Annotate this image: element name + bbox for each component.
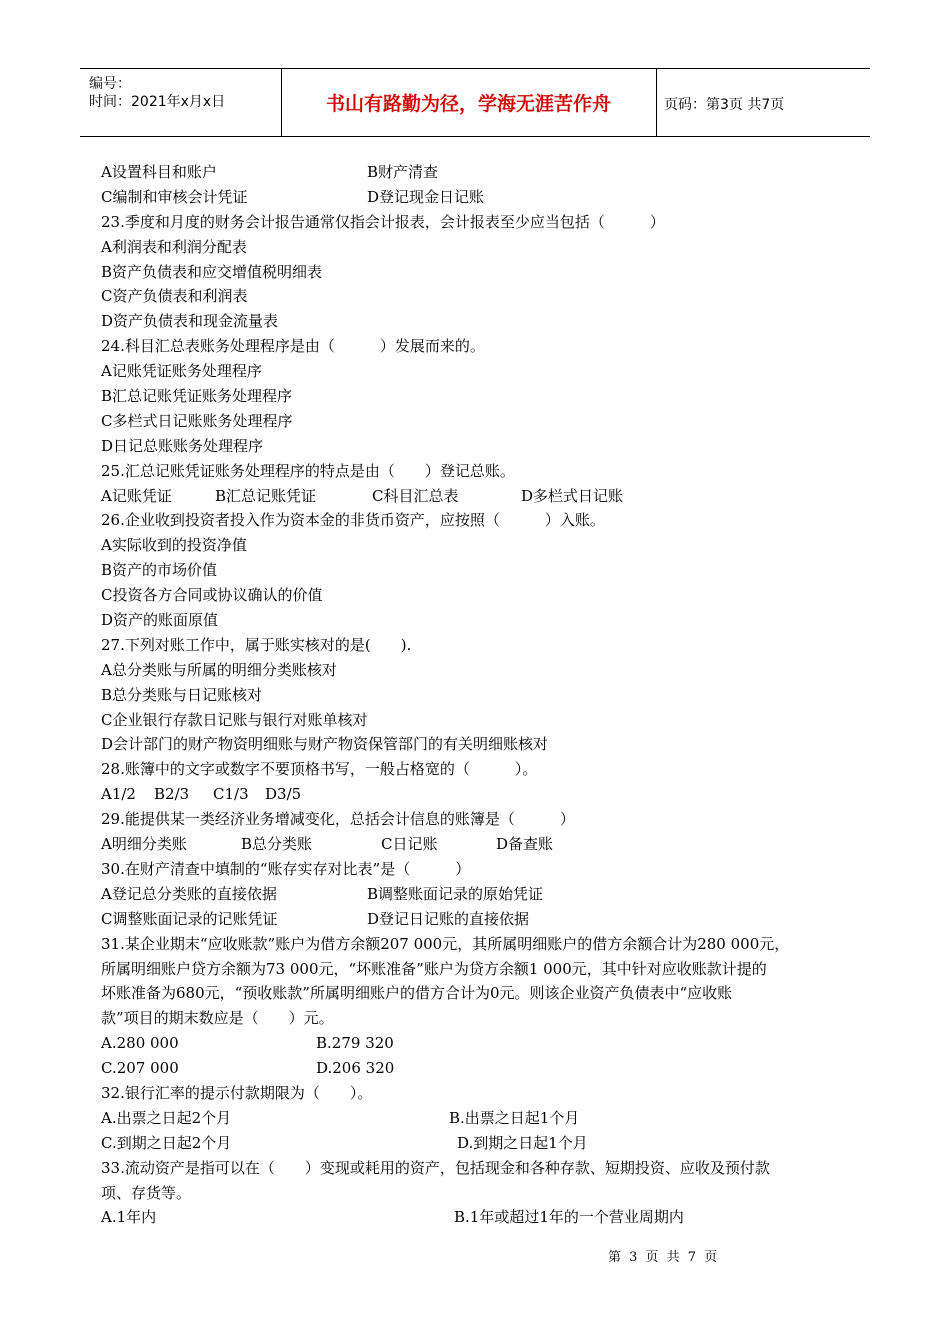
text-line: B汇总记账凭证账务处理程序 xyxy=(101,387,293,406)
option-item: A1/2 xyxy=(101,785,136,804)
option-item: D3/5 xyxy=(265,785,302,804)
option-item: D登记日记账的直接依据 xyxy=(367,909,530,928)
text-line: 款”项目的期末数应是（ ）元。 xyxy=(101,1009,334,1028)
text-line: C投资各方合同或协议确认的价值 xyxy=(101,586,323,605)
text-line: C多栏式日记账账务处理程序 xyxy=(101,411,293,430)
option-item: A设置科目和账户 xyxy=(101,163,217,181)
option-item: A.1年内 xyxy=(101,1208,157,1227)
options-line xyxy=(101,832,871,857)
option-item: A明细分类账 xyxy=(101,835,187,854)
date-label: 时间：2021年x月x日 xyxy=(89,94,226,110)
text-line: 33.流动资产是指可以在（ ）变现或耗用的资产，包括现金和各种存款、短期投资、应收及预付款 xyxy=(101,1158,770,1177)
text-line: C企业银行存款日记账与银行对账单核对 xyxy=(101,710,368,729)
text-line: D会计部门的财产物资明细账与财产物资保管部门的有关明细账核对 xyxy=(101,735,549,754)
option-item: B.1年或超过1年的一个营业周期内 xyxy=(454,1208,684,1227)
option-item: A.出票之日起2个月 xyxy=(101,1108,232,1127)
text-line: B资产负债表和应交增值税明细表 xyxy=(101,262,323,281)
text-line: 项、存货等。 xyxy=(101,1183,192,1202)
header-page-info: 页码：第3页 共7页 xyxy=(664,97,785,113)
options-line xyxy=(101,907,871,932)
option-item: D备查账 xyxy=(496,835,554,854)
header-motto: 书山有路勤为径，学海无涯苦作舟 xyxy=(281,69,657,136)
option-item: B调整账面记录的原始凭证 xyxy=(367,884,544,903)
text-line: 32.银行汇率的提示付款期限为（ ）。 xyxy=(101,1083,373,1102)
options-line xyxy=(101,484,871,509)
text-line: 31.某企业期末“应收账款”账户为借方余额207 000元，其所属明细账户的借方余额合计为280 000元， xyxy=(101,934,790,953)
text-line: 30.在财产清查中填制的“账存实存对比表”是（ ） xyxy=(101,859,471,878)
option-item: C.207 000 xyxy=(101,1059,179,1078)
text-line: A总分类账与所属的明细分类账核对 xyxy=(101,660,337,679)
options-line xyxy=(101,882,871,907)
text-line: 23.季度和月度的财务会计报告通常仅指会计报表，会计报表至少应当包括（ ） xyxy=(101,212,665,231)
option-item: B总分类账 xyxy=(241,835,313,854)
option-item: B2/3 xyxy=(154,785,190,804)
option-item: C调整账面记录的记账凭证 xyxy=(101,909,278,928)
text-line: 27.下列对账工作中，属于账实核对的是( ). xyxy=(101,635,412,654)
text-line: 坏账准备为680元，“预收账款”所属明细账户的借方合计为0元。则该企业资产负债表中“应收账 xyxy=(101,984,733,1003)
page-header xyxy=(80,68,870,137)
option-item: C科目汇总表 xyxy=(372,486,459,505)
option-item: D.206 320 xyxy=(316,1059,395,1078)
text-line: D日记总账账务处理程序 xyxy=(101,436,264,455)
option-item: C.到期之日起2个月 xyxy=(101,1133,232,1152)
text-line: C资产负债表和利润表 xyxy=(101,287,248,306)
text-line: A记账凭证账务处理程序 xyxy=(101,362,262,381)
text-line: 25.汇总记账凭证账务处理程序的特点是由（ ）登记总账。 xyxy=(101,461,515,480)
text-line: 26.企业收到投资者投入作为资本金的非货币资产，应按照（ ）入账。 xyxy=(101,511,605,530)
options-line xyxy=(101,185,871,210)
text-line: 29.能提供某一类经济业务增减变化，总括会计信息的账簿是（ ） xyxy=(101,810,575,829)
text-line: A利润表和利润分配表 xyxy=(101,237,247,256)
options-line xyxy=(101,1031,871,1056)
serial-number-label: 编号： xyxy=(89,76,131,92)
option-item: B.279 320 xyxy=(316,1034,394,1053)
options-line xyxy=(101,1056,871,1081)
options-line xyxy=(101,160,871,185)
text-line: 28.账簿中的文字或数字不要顶格书写，一般占格宽的（ ）。 xyxy=(101,760,538,779)
option-item: B汇总记账凭证 xyxy=(215,486,317,505)
text-line: 24.科目汇总表账务处理程序是由（ ）发展而来的。 xyxy=(101,337,485,356)
option-item: B财产清查 xyxy=(367,163,439,181)
options-line xyxy=(101,1106,871,1131)
option-item: C编制和审核会计凭证 xyxy=(101,187,248,206)
option-item: D.到期之日起1个月 xyxy=(457,1133,588,1152)
text-line: D资产的账面原值 xyxy=(101,611,219,630)
page-footer: 第 3 页 共 7 页 xyxy=(608,1250,720,1265)
options-line xyxy=(101,1205,871,1230)
text-line: A实际收到的投资净值 xyxy=(101,536,247,555)
document-body xyxy=(101,160,871,1230)
option-item: A登记总分类账的直接依据 xyxy=(101,884,277,903)
header-meta xyxy=(80,69,282,136)
options-line xyxy=(101,1131,871,1156)
option-item: A.280 000 xyxy=(101,1034,179,1053)
text-line: B资产的市场价值 xyxy=(101,561,218,580)
option-item: A记账凭证 xyxy=(101,486,172,505)
text-line: D资产负债表和现金流量表 xyxy=(101,312,279,331)
option-item: D登记现金日记账 xyxy=(367,187,485,206)
option-item: D多栏式日记账 xyxy=(521,486,624,505)
option-item: B.出票之日起1个月 xyxy=(449,1108,580,1127)
option-item: C日记账 xyxy=(381,835,438,854)
option-item: C1/3 xyxy=(213,785,249,804)
text-line: 所属明细账户贷方余额为73 000元，“坏账准备”账户为贷方余额1 000元，其中针对应收账款计提的 xyxy=(101,959,767,978)
options-line xyxy=(101,782,871,807)
text-line: B总分类账与日记账核对 xyxy=(101,685,263,704)
